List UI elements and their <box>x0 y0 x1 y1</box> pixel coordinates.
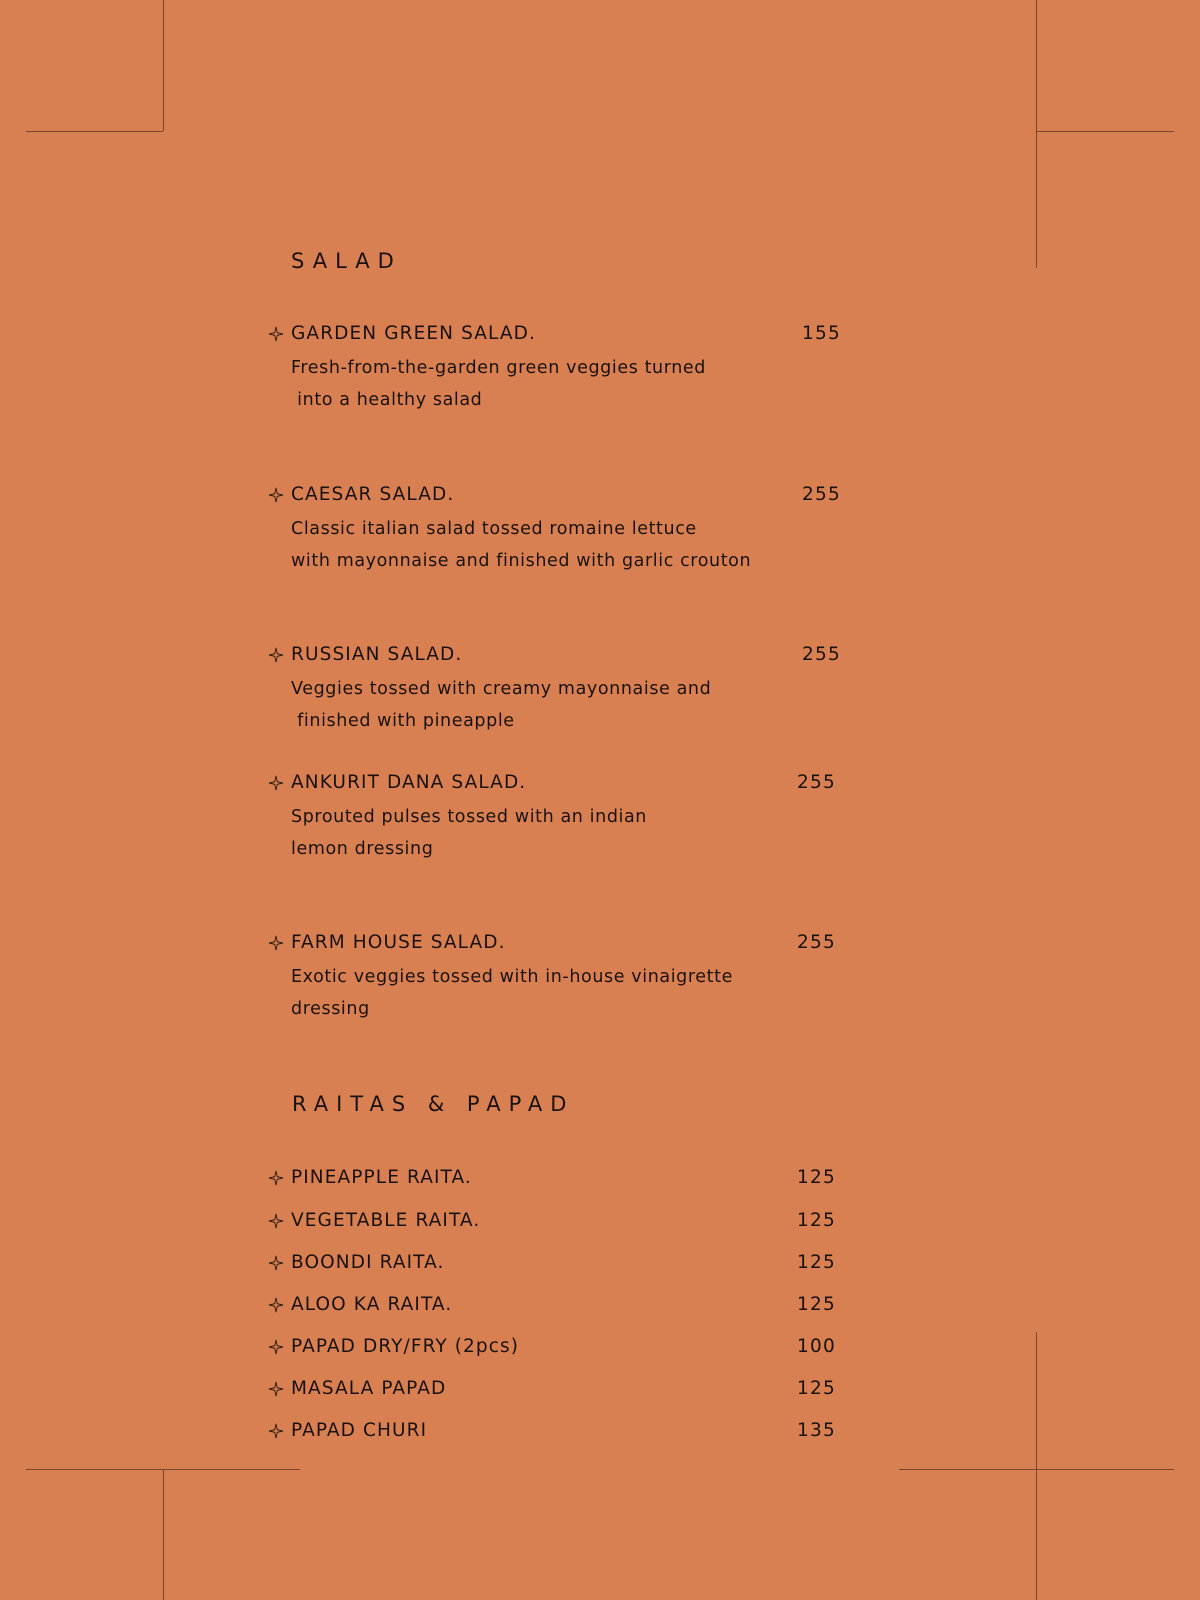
item-price: 125 <box>797 1378 836 1399</box>
menu-item-papad-churi <box>266 1418 856 1444</box>
item-price: 135 <box>797 1420 836 1441</box>
crop-mark-top-right-vertical <box>1036 0 1037 268</box>
item-name: RUSSIAN SALAD. <box>291 644 463 665</box>
menu-item-russian-salad <box>266 642 856 731</box>
item-price: 125 <box>797 1294 836 1315</box>
item-price: 155 <box>802 323 841 344</box>
item-price: 255 <box>797 932 836 953</box>
item-description: Exotic veggies tossed with in-house vinaigrette dressing <box>291 967 733 1019</box>
menu-item-farm-house-salad <box>266 930 856 1019</box>
menu-item-boondi-raita <box>266 1250 856 1276</box>
item-description: Fresh-from-the-garden green veggies turned into a healthy salad <box>291 358 706 410</box>
item-name: FARM HOUSE SALAD. <box>291 932 506 953</box>
menu-item-ankurit-dana-salad <box>266 770 856 859</box>
star-bullet-icon <box>266 930 286 956</box>
item-name: MASALA PAPAD <box>291 1378 447 1399</box>
item-price: 125 <box>797 1210 836 1231</box>
star-bullet-icon <box>266 770 286 796</box>
star-bullet-icon <box>266 1208 286 1234</box>
raitas-papad-section-title: RAITAS & PAPAD <box>292 1092 575 1116</box>
item-description: Sprouted pulses tossed with an indian lemon dressing <box>291 807 647 859</box>
item-price: 125 <box>797 1252 836 1273</box>
star-bullet-icon <box>266 1165 286 1191</box>
salad-section-title: SALAD <box>291 249 402 273</box>
item-price: 255 <box>797 772 836 793</box>
menu-item-caesar-salad <box>266 482 856 571</box>
menu-item-pineapple-raita <box>266 1165 856 1191</box>
item-description: Classic italian salad tossed romaine lettuce with mayonnaise and finished with garlic crouton <box>291 519 752 571</box>
item-name: BOONDI RAITA. <box>291 1252 445 1273</box>
item-name: ANKURIT DANA SALAD. <box>291 772 527 793</box>
item-name: CAESAR SALAD. <box>291 484 455 505</box>
item-price: 255 <box>802 484 841 505</box>
item-name: PINEAPPLE RAITA. <box>291 1167 472 1188</box>
item-price: 255 <box>802 644 841 665</box>
item-price: 125 <box>797 1167 836 1188</box>
star-bullet-icon <box>266 1292 286 1318</box>
menu-item-garden-green-salad <box>266 321 856 410</box>
crop-mark-bottom-right-horizontal <box>899 1469 1174 1470</box>
item-name: PAPAD CHURI <box>291 1420 428 1441</box>
star-bullet-icon <box>266 1250 286 1276</box>
menu-item-papad-dry-fry <box>266 1334 856 1360</box>
item-price: 100 <box>797 1336 836 1357</box>
star-bullet-icon <box>266 1418 286 1444</box>
menu-item-masala-papad <box>266 1376 856 1402</box>
item-description: Veggies tossed with creamy mayonnaise and finished with pineapple <box>291 679 712 731</box>
star-bullet-icon <box>266 642 286 668</box>
item-name: VEGETABLE RAITA. <box>291 1210 481 1231</box>
menu-item-aloo-ka-raita <box>266 1292 856 1318</box>
crop-mark-bottom-right-vertical <box>1036 1332 1037 1600</box>
item-name: GARDEN GREEN SALAD. <box>291 323 536 344</box>
crop-mark-bottom-left-horizontal <box>26 1469 300 1470</box>
menu-item-vegetable-raita <box>266 1208 856 1234</box>
star-bullet-icon <box>266 482 286 508</box>
item-name: ALOO KA RAITA. <box>291 1294 453 1315</box>
star-bullet-icon <box>266 1376 286 1402</box>
star-bullet-icon <box>266 1334 286 1360</box>
item-name: PAPAD DRY/FRY (2pcs) <box>291 1336 520 1357</box>
star-bullet-icon <box>266 321 286 347</box>
